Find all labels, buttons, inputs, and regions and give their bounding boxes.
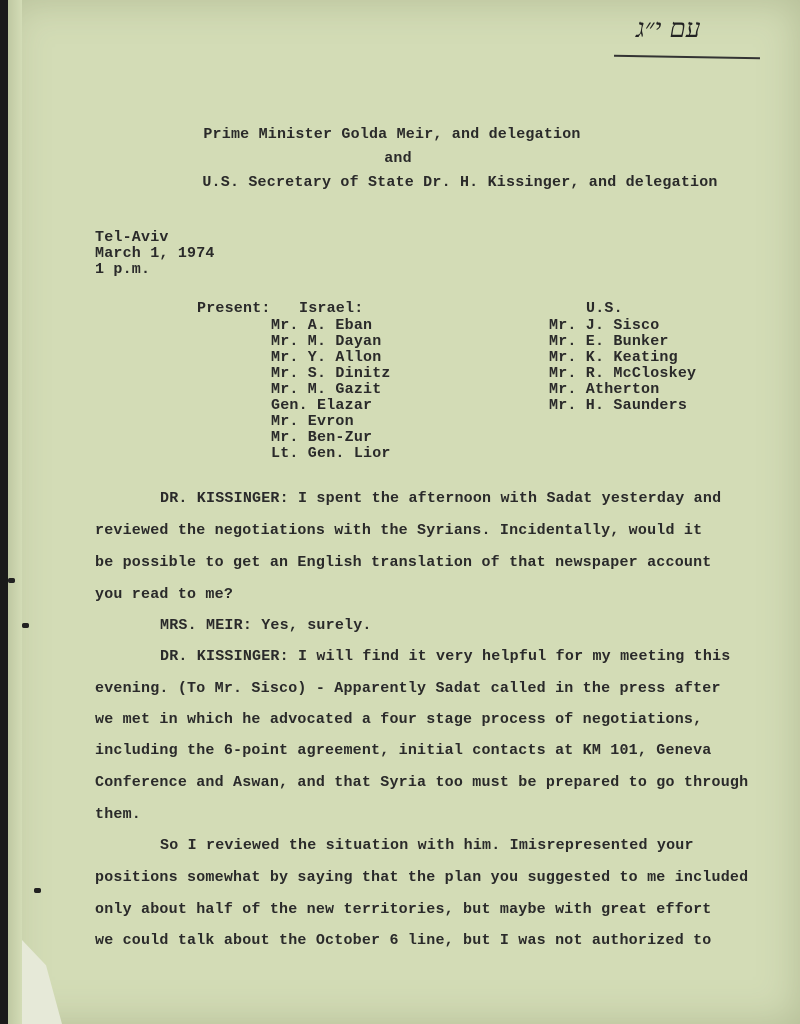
handwritten-note: עם י״ג <box>636 14 701 44</box>
israel-member: Mr. Y. Allon <box>271 349 382 366</box>
body-line: only about half of the new territories, but maybe with great effort <box>95 901 712 918</box>
body-line: Conference and Aswan, and that Syria too must be prepared to go through <box>95 774 749 791</box>
israel-member: Lt. Gen. Lior <box>271 445 391 462</box>
israel-member: Mr. M. Gazit <box>271 381 382 398</box>
us-label: U.S. <box>586 300 623 317</box>
body-line: be possible to get an English translation of that newspaper account <box>95 554 712 571</box>
body-line: evening. (To Mr. Sisco) - Apparently Sadat called in the press after <box>95 680 721 697</box>
body-line: you read to me? <box>95 586 234 603</box>
body-line: we met in which he advocated a four stage process of negotiations, <box>95 711 703 728</box>
israel-member: Mr. Ben-Zur <box>271 429 373 446</box>
present-label: Present: <box>197 300 271 317</box>
meta-place: Tel-Aviv <box>95 229 169 246</box>
punch-mark <box>34 888 41 893</box>
header-line-3: U.S. Secretary of State Dr. H. Kissinger, and delegation <box>202 174 718 191</box>
punch-mark <box>22 623 29 628</box>
header-line-2: and <box>384 150 412 167</box>
us-member: Mr. H. Saunders <box>549 397 688 414</box>
header-line-1: Prime Minister Golda Meir, and delegation <box>203 126 581 143</box>
body-line: MRS. MEIR: Yes, surely. <box>160 617 372 634</box>
curled-corner <box>22 940 62 1024</box>
document-page <box>8 0 800 1024</box>
body-line: we could talk about the October 6 line, but I was not authorized to <box>95 932 712 949</box>
body-line: including the 6-point agreement, initial contacts at KM 101, Geneva <box>95 742 712 759</box>
body-line: positions somewhat by saying that the plan you suggested to me included <box>95 869 749 886</box>
us-member: Mr. E. Bunker <box>549 333 669 350</box>
body-line: DR. KISSINGER: I will find it very helpful for my meeting this <box>160 648 731 665</box>
us-member: Mr. R. McCloskey <box>549 365 697 382</box>
body-line: So I reviewed the situation with him. Imisrepresented your <box>160 837 694 854</box>
us-member: Mr. K. Keating <box>549 349 678 366</box>
meta-date: March 1, 1974 <box>95 245 215 262</box>
punch-mark <box>8 578 15 583</box>
handwritten-underline <box>614 55 760 60</box>
israel-member: Gen. Elazar <box>271 397 373 414</box>
body-line: reviewed the negotiations with the Syrians. Incidentally, would it <box>95 522 703 539</box>
israel-member: Mr. M. Dayan <box>271 333 382 350</box>
meta-time: 1 p.m. <box>95 261 151 278</box>
israel-member: Mr. Evron <box>271 413 354 430</box>
us-member: Mr. J. Sisco <box>549 317 660 334</box>
israel-member: Mr. S. Dinitz <box>271 365 391 382</box>
body-line: DR. KISSINGER: I spent the afternoon with Sadat yesterday and <box>160 490 722 507</box>
body-line: them. <box>95 806 142 823</box>
us-member: Mr. Atherton <box>549 381 660 398</box>
israel-member: Mr. A. Eban <box>271 317 373 334</box>
israel-label: Israel: <box>299 300 364 317</box>
